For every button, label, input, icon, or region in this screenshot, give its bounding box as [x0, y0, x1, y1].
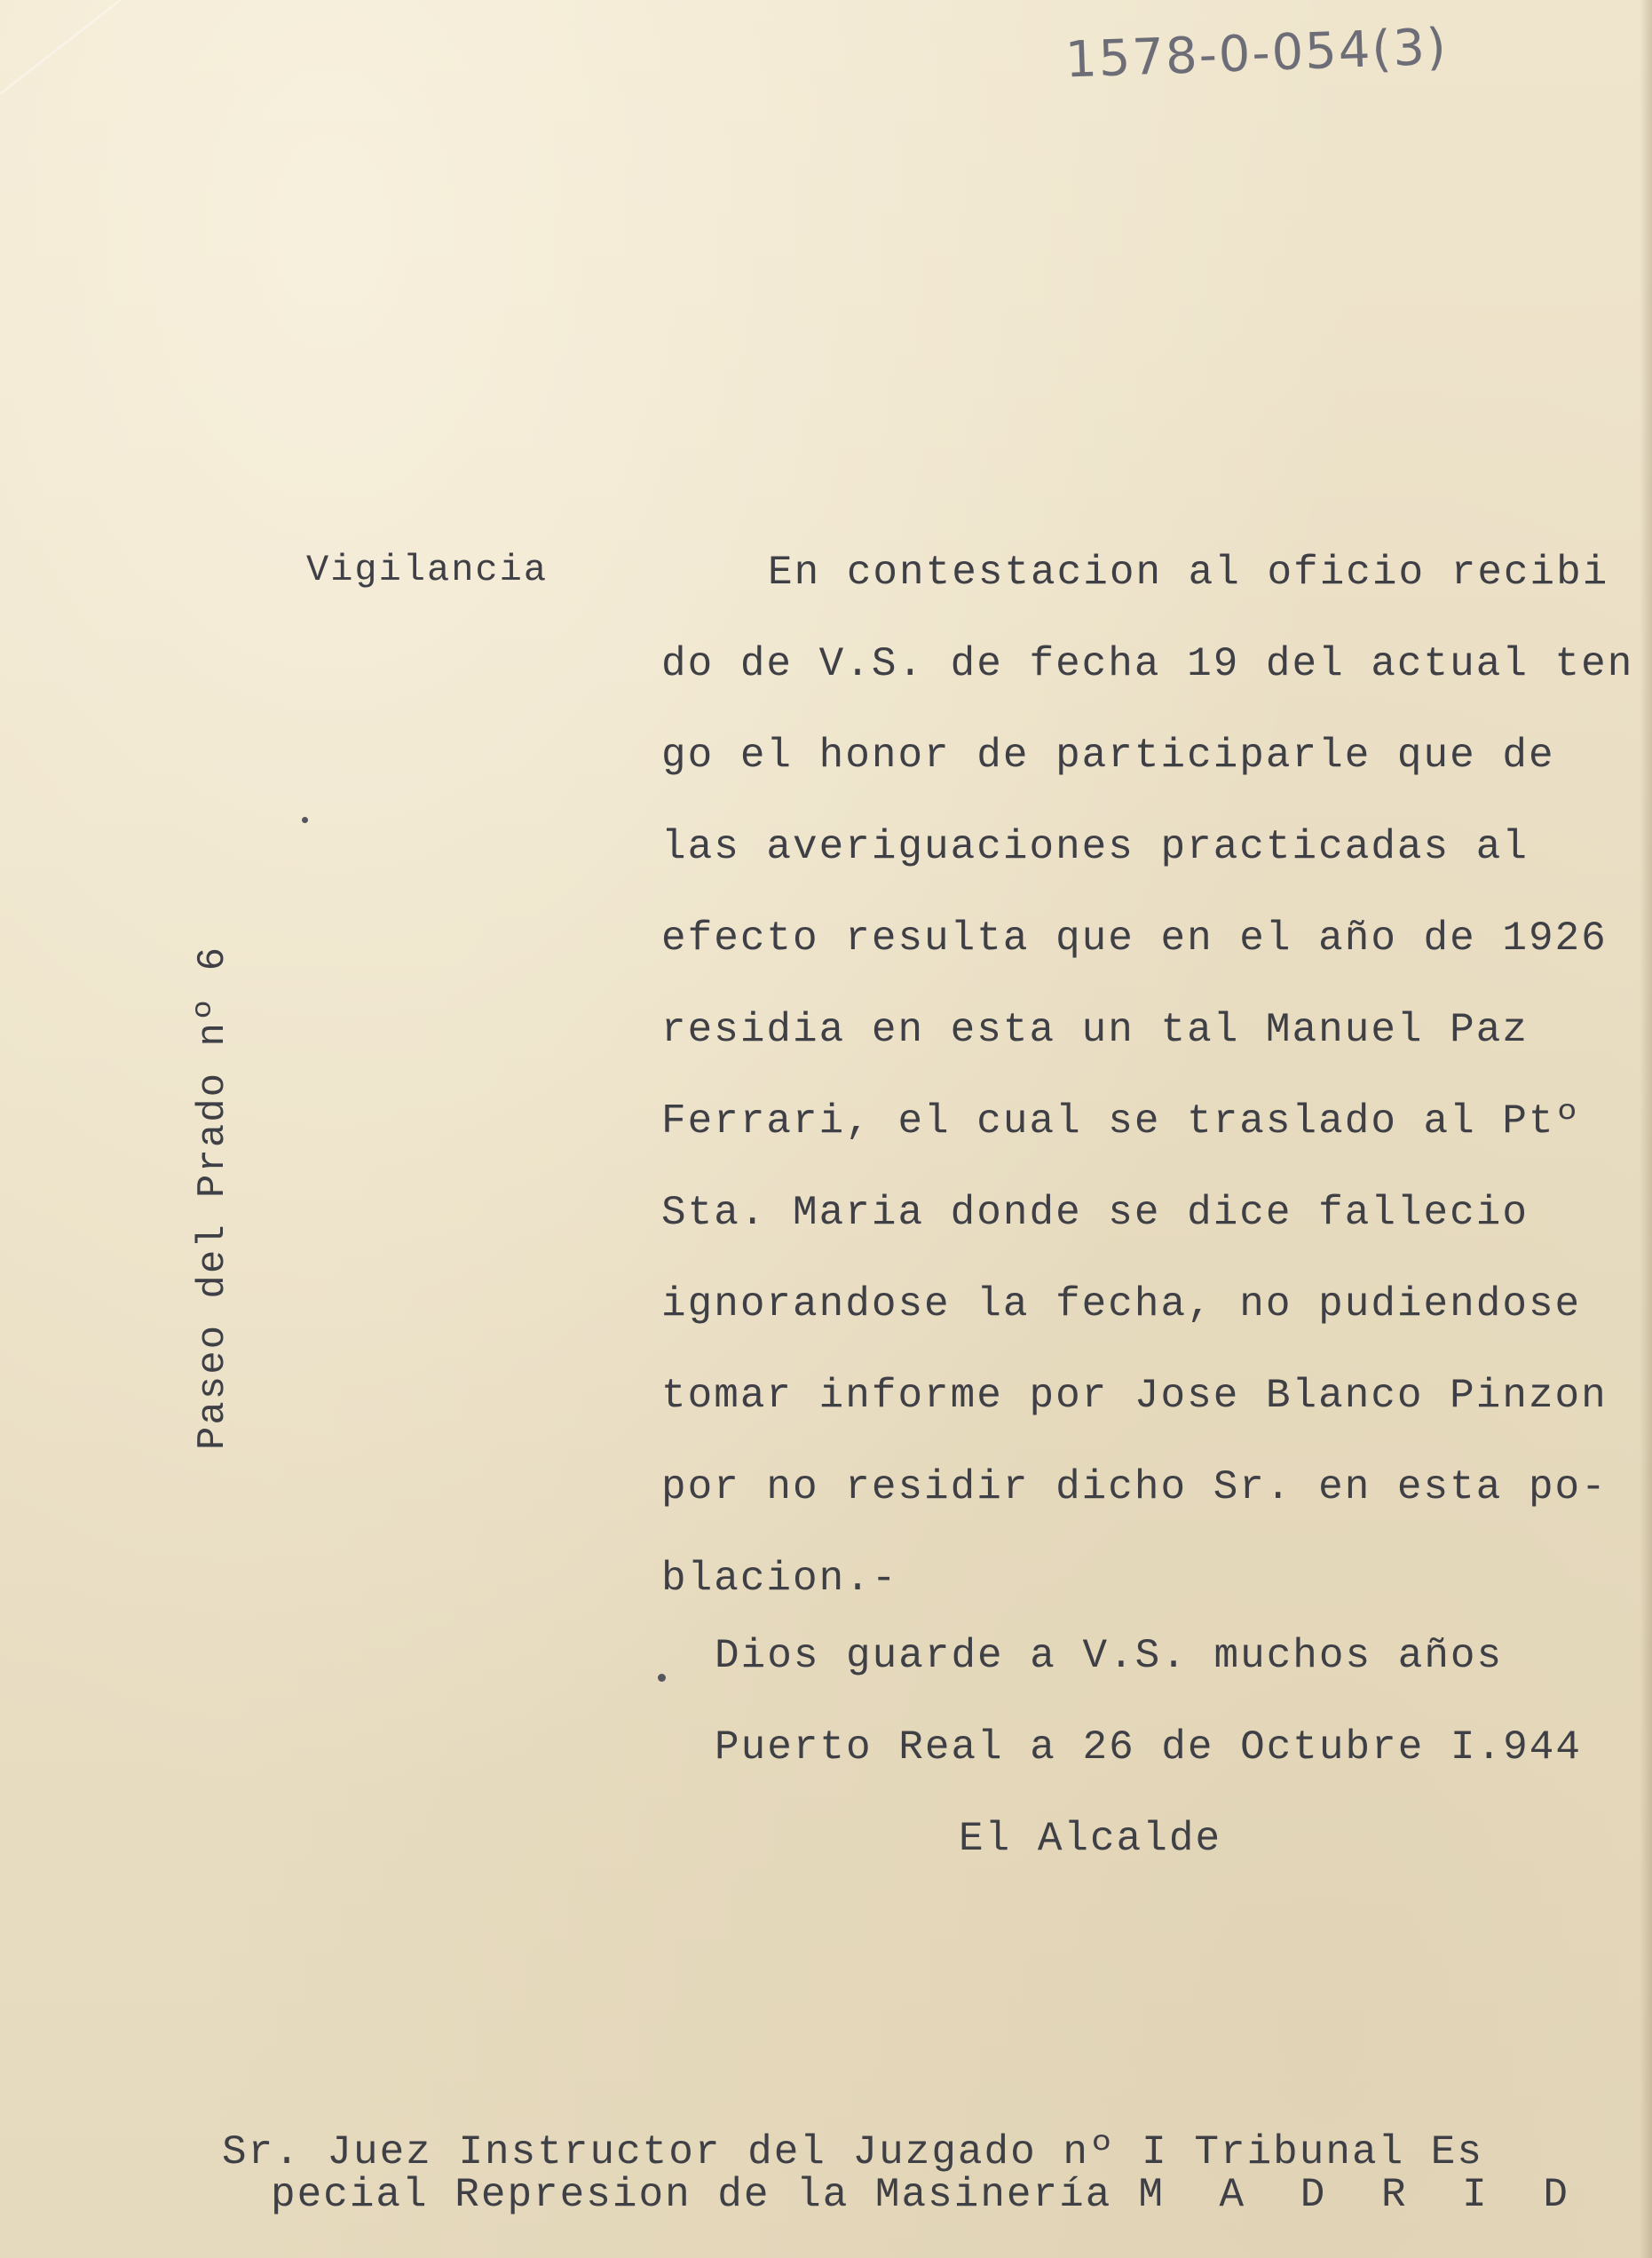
- body-line: En contestacion al oficio recibi: [768, 550, 1609, 596]
- body-line: las averiguaciones practicadas al: [661, 824, 1529, 870]
- addressee-block: [222, 2131, 1584, 2216]
- body-line: tomar informe por Jose Blanco Pinzon: [661, 1373, 1608, 1419]
- body-line: residia en esta un tal Manuel Paz: [661, 1007, 1529, 1053]
- addressee-line-1: Sr. Juez Instructor del Juzgado nº I Tribunal Es: [222, 2129, 1484, 2175]
- paper-edge: [1640, 0, 1652, 2258]
- salutation: Dios guarde a V.S. muchos años: [715, 1633, 1504, 1679]
- body-line: efecto resulta que en el año de 1926: [661, 915, 1608, 962]
- ink-speck: [658, 1674, 666, 1682]
- margin-address: Paseo del Prado nº 6: [191, 945, 235, 1450]
- signatory: El Alcalde: [959, 1816, 1222, 1862]
- body-line: Sta. Maria donde se dice fallecio: [661, 1190, 1529, 1236]
- letter-closing: [715, 1629, 1582, 1904]
- body-line: go el honor de participarle que de: [661, 733, 1555, 779]
- body-line: do de V.S. de fecha 19 del actual ten: [661, 641, 1634, 687]
- margin-section-label: Vigilancia: [306, 549, 549, 591]
- place-date: Puerto Real a 26 de Octubre I.944: [715, 1724, 1582, 1771]
- addressee-city: M A D R I D: [1138, 2172, 1584, 2218]
- ink-speck: [302, 817, 308, 823]
- paper-crease: [0, 0, 277, 109]
- addressee-line-2-text: pecial Represion de la Masinería: [271, 2172, 1112, 2218]
- letter-body: [661, 546, 1633, 1644]
- body-line: ignorandose la fecha, no pudiendose: [661, 1281, 1582, 1327]
- archive-reference: 1578-0-054(3): [1063, 18, 1449, 90]
- body-line: Ferrari, el cual se traslado al Ptº: [661, 1098, 1582, 1145]
- body-line: blacion.-: [661, 1556, 898, 1602]
- body-line: por no residir dicho Sr. en esta po-: [661, 1464, 1608, 1510]
- addressee-line-2: [271, 2174, 1584, 2216]
